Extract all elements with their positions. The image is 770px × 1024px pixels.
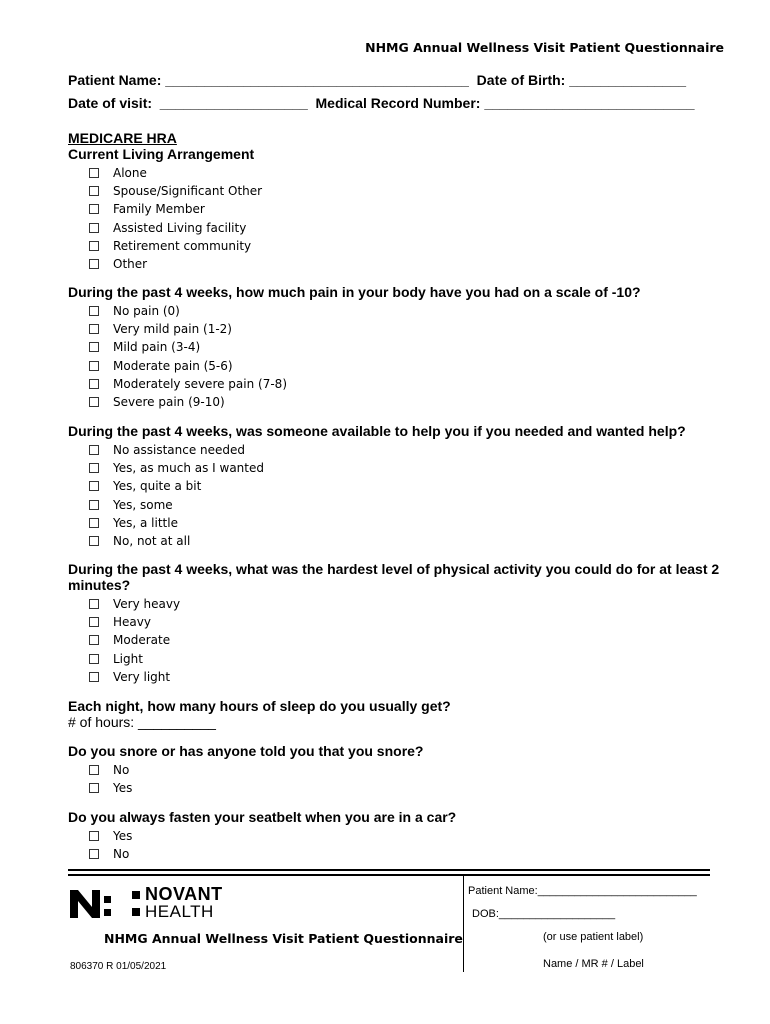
checkbox-icon[interactable] <box>89 324 99 334</box>
section-snore <box>68 743 730 797</box>
checkbox-label: Very heavy <box>113 597 181 612</box>
checkbox-option[interactable] <box>68 219 730 237</box>
footer-label-note: (or use patient label) <box>543 931 644 943</box>
checkbox-option[interactable] <box>68 532 730 550</box>
novant-health-logo <box>68 886 223 920</box>
options-pain <box>68 302 730 411</box>
checkbox-icon[interactable] <box>89 599 99 609</box>
question-seatbelt: Do you always fasten your seatbelt when you are in a car? <box>68 809 457 825</box>
logo-text-novant: NOVANT <box>145 884 223 904</box>
footer-title: NHMG Annual Wellness Visit Patient Questionnaire <box>104 931 463 946</box>
footer-divider <box>463 876 464 972</box>
checkbox-label: Light <box>113 651 143 666</box>
options-activity <box>68 595 730 686</box>
checkbox-option[interactable] <box>68 200 730 218</box>
checkbox-label: No pain (0) <box>113 304 180 319</box>
section-activity <box>68 561 730 686</box>
checkbox-icon[interactable] <box>89 186 99 196</box>
checkbox-option[interactable] <box>68 477 730 495</box>
question-help: During the past 4 weeks, was someone available to help you if you needed and wanted help? <box>68 423 686 439</box>
question-sleep: Each night, how many hours of sleep do you usually get? <box>68 698 451 714</box>
checkbox-label: Yes, quite a bit <box>113 479 202 494</box>
question-pain: During the past 4 weeks, how much pain in your body have you had on a scale of -10? <box>68 284 641 300</box>
checkbox-option[interactable] <box>68 845 730 863</box>
checkbox-icon[interactable] <box>89 306 99 316</box>
patient-info-line-1: Patient Name: _______________________________________ Date of Birth: _______________ <box>68 72 687 88</box>
checkbox-label: Family Member <box>113 202 205 217</box>
checkbox-label: Yes <box>113 781 133 796</box>
checkbox-option[interactable] <box>68 164 730 182</box>
question-snore: Do you snore or has anyone told you that you snore? <box>68 743 424 759</box>
checkbox-label: Yes, as much as I wanted <box>113 461 264 476</box>
options-help <box>68 441 730 550</box>
checkbox-icon[interactable] <box>89 361 99 371</box>
checkbox-option[interactable] <box>68 255 730 273</box>
checkbox-icon[interactable] <box>89 204 99 214</box>
checkbox-option[interactable] <box>68 613 730 631</box>
checkbox-label: Very mild pain (1-2) <box>113 322 232 337</box>
checkbox-label: No <box>113 847 130 862</box>
checkbox-icon[interactable] <box>89 849 99 859</box>
checkbox-option[interactable] <box>68 393 730 411</box>
checkbox-label: Yes, a little <box>113 515 178 530</box>
checkbox-option[interactable] <box>68 302 730 320</box>
checkbox-icon[interactable] <box>89 259 99 269</box>
checkbox-icon[interactable] <box>89 379 99 389</box>
checkbox-icon[interactable] <box>89 536 99 546</box>
footer-dob-field: DOB:___________________ <box>472 908 616 920</box>
checkbox-option[interactable] <box>68 375 730 393</box>
header-title: NHMG Annual Wellness Visit Patient Questionnaire <box>365 40 724 55</box>
checkbox-label: No, not at all <box>113 534 191 549</box>
checkbox-option[interactable] <box>68 595 730 613</box>
checkbox-label: Heavy <box>113 615 151 630</box>
checkbox-label: Yes, some <box>113 497 173 512</box>
question-activity: During the past 4 weeks, what was the hardest level of physical activity you could do for at least 2 minutes? <box>68 561 720 593</box>
checkbox-label: Mild pain (3-4) <box>113 340 201 355</box>
checkbox-option[interactable] <box>68 779 730 797</box>
patient-info-line-2: Date of visit: ___________________ Medical Record Number: ___________________________ <box>68 95 695 111</box>
checkbox-option[interactable] <box>68 650 730 668</box>
checkbox-icon[interactable] <box>89 783 99 793</box>
checkbox-icon[interactable] <box>89 168 99 178</box>
question-living-arrangement: Current Living Arrangement <box>68 146 255 162</box>
checkbox-option[interactable] <box>68 761 730 779</box>
checkbox-icon[interactable] <box>89 518 99 528</box>
checkbox-label: Retirement community <box>113 238 252 253</box>
checkbox-label: No <box>113 763 130 778</box>
logo-text-health: HEALTH <box>145 901 214 921</box>
checkbox-option[interactable] <box>68 441 730 459</box>
checkbox-option[interactable] <box>68 237 730 255</box>
checkbox-icon[interactable] <box>89 223 99 233</box>
checkbox-label: Severe pain (9-10) <box>113 395 225 410</box>
checkbox-icon[interactable] <box>89 765 99 775</box>
checkbox-icon[interactable] <box>89 672 99 682</box>
checkbox-option[interactable] <box>68 320 730 338</box>
footer-label-fields: Name / MR # / Label <box>543 958 644 970</box>
checkbox-option[interactable] <box>68 338 730 356</box>
checkbox-icon[interactable] <box>89 481 99 491</box>
checkbox-option[interactable] <box>68 459 730 477</box>
checkbox-icon[interactable] <box>89 654 99 664</box>
options-seatbelt <box>68 827 730 863</box>
options-snore <box>68 761 730 797</box>
checkbox-icon[interactable] <box>89 635 99 645</box>
checkbox-icon[interactable] <box>89 445 99 455</box>
checkbox-label: No assistance needed <box>113 443 246 458</box>
section-pain <box>68 284 730 411</box>
logo-square-icon <box>132 891 140 899</box>
footer-patient-name-field: Patient Name:__________________________ <box>468 885 697 897</box>
checkbox-label: Yes <box>113 829 133 844</box>
checkbox-label: Moderate <box>113 633 171 648</box>
checkbox-option[interactable] <box>68 668 730 686</box>
checkbox-label: Other <box>113 257 148 272</box>
medicare-hra-heading: MEDICARE HRA <box>68 130 177 146</box>
checkbox-label: Spouse/Significant Other <box>113 184 263 199</box>
checkbox-icon[interactable] <box>89 397 99 407</box>
checkbox-option[interactable] <box>68 514 730 532</box>
checkbox-icon[interactable] <box>89 342 99 352</box>
checkbox-option[interactable] <box>68 827 730 845</box>
section-help <box>68 423 730 550</box>
options-living-arrangement <box>68 164 730 273</box>
checkbox-icon[interactable] <box>89 241 99 251</box>
checkbox-option[interactable] <box>68 496 730 514</box>
logo-square-icon <box>132 908 140 916</box>
footer-rule-top <box>68 869 710 871</box>
checkbox-label: Assisted Living facility <box>113 220 247 235</box>
checkbox-icon[interactable] <box>89 617 99 627</box>
section-living-arrangement <box>68 130 730 273</box>
checkbox-icon[interactable] <box>89 500 99 510</box>
checkbox-option[interactable] <box>68 182 730 200</box>
checkbox-icon[interactable] <box>89 831 99 841</box>
checkbox-icon[interactable] <box>89 463 99 473</box>
form-code: 806370 R 01/05/2021 <box>70 961 167 972</box>
checkbox-label: Moderately severe pain (7-8) <box>113 376 287 391</box>
checkbox-option[interactable] <box>68 357 730 375</box>
section-seatbelt <box>68 809 730 863</box>
novant-n-icon <box>68 887 128 919</box>
sleep-hours-field: # of hours: __________ <box>68 714 216 730</box>
section-sleep <box>68 698 730 730</box>
checkbox-label: Alone <box>113 166 147 181</box>
checkbox-label: Moderate pain (5-6) <box>113 358 233 373</box>
checkbox-label: Very light <box>113 669 171 684</box>
footer-rule-bottom <box>68 874 710 876</box>
checkbox-option[interactable] <box>68 631 730 649</box>
